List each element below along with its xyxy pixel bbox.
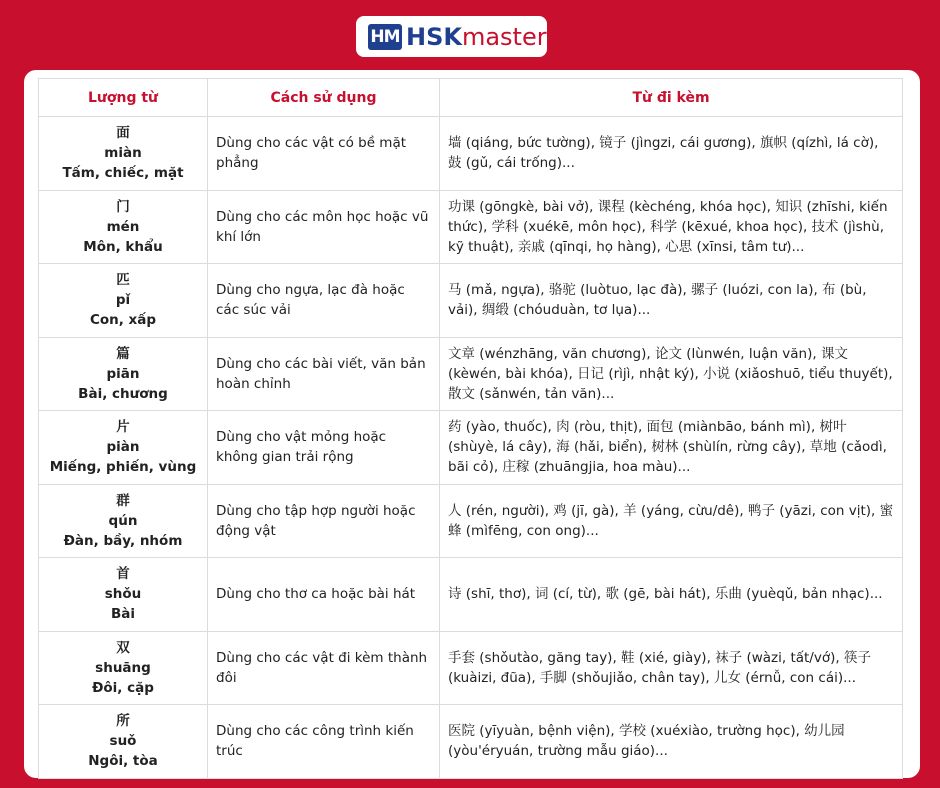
examples-cell: 功课 (gōngkè, bài vở), 课程 (kèchéng, khóa học), 知识 (zhīshi, kiến thức), 学科 (xuékē, môn học), 科学 (kēxué, khoa học), 技术 (jìshù, kỹ thuật), 亲戚 (qīnqi, họ hàng), 心思 (xīnsi, tâm tư)... xyxy=(440,190,903,264)
usage-cell: Dùng cho các bài viết, văn bản hoàn chỉnh xyxy=(208,337,440,411)
measure-word-cell xyxy=(39,631,208,705)
pinyin: piàn xyxy=(106,439,140,456)
meaning: Con, xấp xyxy=(89,312,157,329)
examples-cell: 药 (yào, thuốc), 肉 (ròu, thịt), 面包 (miànbāo, bánh mì), 树叶 (shùyè, lá cây), 海 (hǎi, biển), 树林 (shùlín, rừng cây), 草地 (cǎodì, bãi cỏ), 庄稼 (zhuāngjia, hoa màu)... xyxy=(440,411,903,485)
table-row xyxy=(39,411,903,485)
table-row xyxy=(39,337,903,411)
meaning: Miếng, phiến, vùng xyxy=(49,459,197,476)
measure-word-cell xyxy=(39,558,208,632)
logo-mark-icon: HM xyxy=(368,24,402,50)
logo-text-master: master xyxy=(461,22,547,51)
meaning: Đôi, cặp xyxy=(92,679,154,696)
hanzi: 首 xyxy=(116,566,130,583)
examples-cell: 手套 (shǒutào, găng tay), 鞋 (xié, giày), 袜子 (wàzi, tất/vớ), 筷子 (kuàizi, đũa), 手脚 (shǒujiǎo, chân tay), 儿女 (érnǚ, con cái)... xyxy=(440,631,903,705)
examples-cell: 人 (rén, người), 鸡 (jī, gà), 羊 (yáng, cừu/dê), 鸭子 (yāzi, con vịt), 蜜蜂 (mìfēng, con ong)... xyxy=(440,484,903,558)
measure-word-cell xyxy=(39,117,208,191)
meaning: Môn, khẩu xyxy=(83,238,163,255)
table-row xyxy=(39,558,903,632)
usage-cell: Dùng cho các môn học hoặc vũ khí lớn xyxy=(208,190,440,264)
brand-logo xyxy=(356,16,547,57)
table-row xyxy=(39,190,903,264)
measure-word-table xyxy=(38,78,903,779)
usage-cell: Dùng cho ngựa, lạc đà hoặc các súc vải xyxy=(208,264,440,338)
measure-word-cell xyxy=(39,411,208,485)
hanzi: 片 xyxy=(116,419,130,436)
header-examples: Từ đi kèm xyxy=(440,79,903,117)
hanzi: 所 xyxy=(116,713,130,730)
examples-cell: 墙 (qiáng, bức tường), 镜子 (jìngzi, cái gương), 旗帜 (qízhì, lá cờ), 鼓 (gǔ, cái trống)... xyxy=(440,117,903,191)
usage-cell: Dùng cho vật mỏng hoặc không gian trải rộng xyxy=(208,411,440,485)
header-usage: Cách sử dụng xyxy=(208,79,440,117)
examples-cell: 医院 (yīyuàn, bệnh viện), 学校 (xuéxiào, trường học), 幼儿园 (yòu'éryuán, trường mẫu giáo)... xyxy=(440,705,903,779)
usage-cell: Dùng cho tập hợp người hoặc động vật xyxy=(208,484,440,558)
usage-cell: Dùng cho các vật có bề mặt phẳng xyxy=(208,117,440,191)
pinyin: shuāng xyxy=(95,659,151,676)
usage-cell: Dùng cho thơ ca hoặc bài hát xyxy=(208,558,440,632)
meaning: Tấm, chiếc, mặt xyxy=(62,165,184,182)
hanzi: 面 xyxy=(116,125,130,142)
content-card xyxy=(24,70,920,778)
hanzi: 群 xyxy=(116,492,130,509)
table-row xyxy=(39,484,903,558)
table-row xyxy=(39,705,903,779)
pinyin: pǐ xyxy=(115,292,131,309)
measure-word-cell xyxy=(39,264,208,338)
hanzi: 门 xyxy=(116,198,130,215)
meaning: Ngôi, tòa xyxy=(88,753,158,770)
meaning: Bài, chương xyxy=(78,385,168,402)
examples-cell: 文章 (wénzhāng, văn chương), 论文 (lùnwén, luận văn), 课文 (kèwén, bài khóa), 日记 (rìjì, nhật ký), 小说 (xiǎoshuō, tiểu thuyết), 散文 (sǎnwén, tản văn)... xyxy=(440,337,903,411)
examples-cell: 马 (mǎ, ngựa), 骆驼 (luòtuo, lạc đà), 骡子 (luózi, con la), 布 (bù, vải), 绸缎 (chóuduàn, tơ lụa)... xyxy=(440,264,903,338)
pinyin: piān xyxy=(106,365,140,382)
measure-word-cell xyxy=(39,190,208,264)
examples-cell: 诗 (shī, thơ), 词 (cí, từ), 歌 (gē, bài hát), 乐曲 (yuèqǔ, bản nhạc)... xyxy=(440,558,903,632)
measure-word-cell xyxy=(39,705,208,779)
pinyin: qún xyxy=(108,512,138,529)
usage-cell: Dùng cho các công trình kiến trúc xyxy=(208,705,440,779)
table-row xyxy=(39,117,903,191)
pinyin: miàn xyxy=(104,145,142,162)
logo-text xyxy=(406,22,547,51)
header-measure-word: Lượng từ xyxy=(39,79,208,117)
table-header-row xyxy=(39,79,903,117)
meaning: Đàn, bầy, nhóm xyxy=(63,532,183,549)
hanzi: 双 xyxy=(116,639,130,656)
pinyin: mén xyxy=(106,218,140,235)
hanzi: 匹 xyxy=(116,272,130,289)
meaning: Bài xyxy=(110,606,136,623)
usage-cell: Dùng cho các vật đi kèm thành đôi xyxy=(208,631,440,705)
pinyin: suǒ xyxy=(109,733,137,750)
logo-text-hsk: HSK xyxy=(406,22,462,51)
pinyin: shǒu xyxy=(104,586,142,603)
hanzi: 篇 xyxy=(116,345,130,362)
table-row xyxy=(39,264,903,338)
table-row xyxy=(39,631,903,705)
measure-word-cell xyxy=(39,484,208,558)
measure-word-cell xyxy=(39,337,208,411)
